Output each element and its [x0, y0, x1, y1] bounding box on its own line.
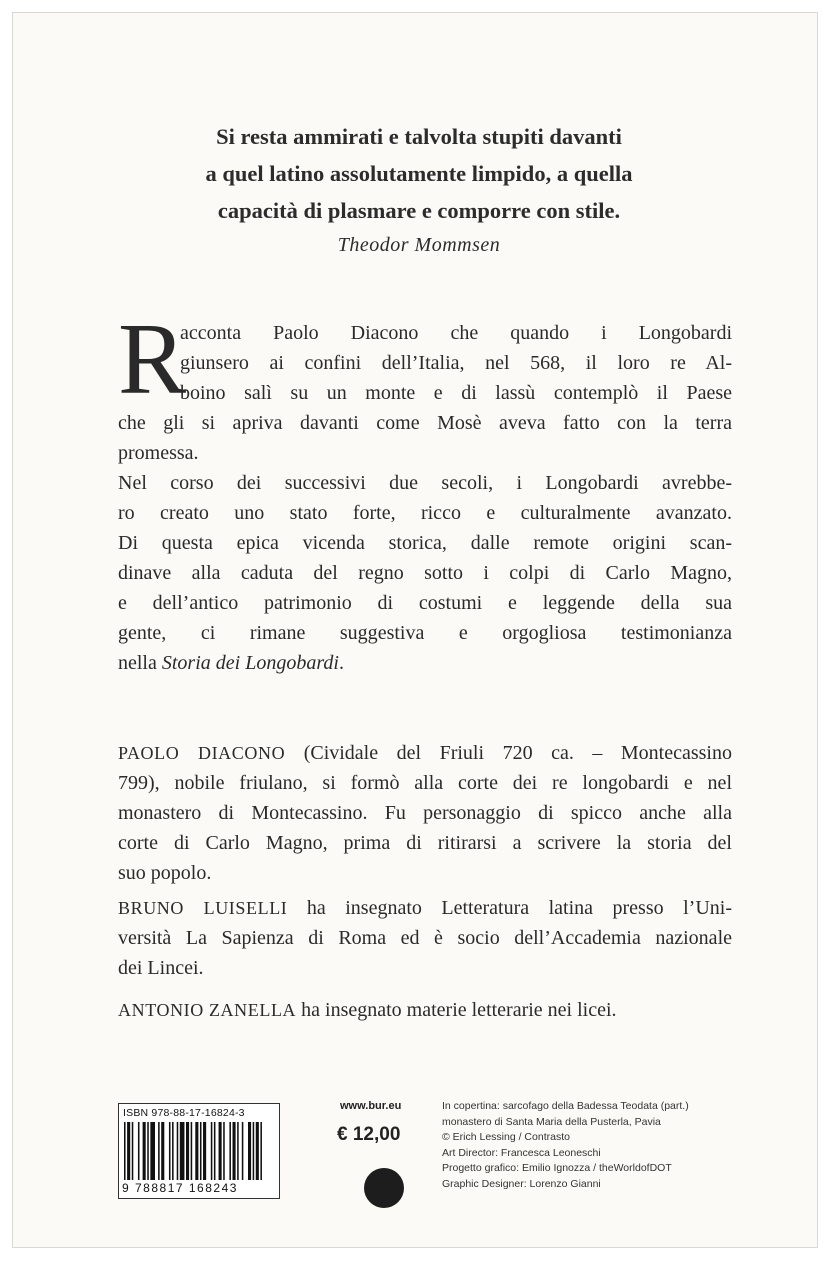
quote-line: capacità di plasmare e comporre con stile.: [217, 198, 621, 223]
bio-text: ha insegnato materie letterarie nei licei.: [296, 999, 617, 1021]
bio-line: 799), nobile friulano, si formò alla corte dei re longobardi e nel: [118, 772, 732, 794]
isbn-label: ISBN 978-88-17-16824-3: [123, 1107, 245, 1119]
quote-line: Si resta ammirati e talvolta stupiti davanti: [216, 124, 622, 149]
publisher-logo-dot: [364, 1168, 404, 1208]
price: € 12,00: [337, 1124, 401, 1145]
bio-line: [118, 995, 732, 1025]
credit-line: monastero di Santa Maria della Pusterla, Pavia: [442, 1115, 661, 1128]
barcode-bar: [127, 1122, 130, 1180]
barcode-bar: [143, 1122, 146, 1180]
barcode-bar: [248, 1122, 251, 1180]
barcode-bars: [122, 1122, 278, 1180]
publisher-website: www.bur.eu: [340, 1100, 402, 1112]
barcode-bar: [161, 1122, 164, 1180]
barcode-bar: [124, 1122, 126, 1180]
synopsis-line: Nel corso dei successivi due secoli, i Longobardi avrebbe-: [118, 472, 732, 494]
author-name: PAOLO DIACONO: [118, 743, 286, 763]
cover-credits: [442, 1099, 689, 1192]
author-name: BRUNO LUISELLI: [118, 898, 288, 918]
barcode-bar: [260, 1122, 262, 1180]
barcode-bar: [256, 1122, 259, 1180]
book-title: Storia dei Longobardi: [161, 652, 339, 674]
barcode-bar: [172, 1122, 174, 1180]
barcode-bar: [203, 1122, 206, 1180]
barcode-bar: [169, 1122, 171, 1180]
drop-cap: R: [118, 303, 187, 416]
author-name: ANTONIO ZANELLA: [118, 1000, 297, 1020]
bio-paolo-diacono: [118, 738, 732, 888]
bio-line: [118, 893, 732, 923]
quote-line: a quel latino assolutamente limpido, a quella: [205, 161, 633, 186]
barcode-bar: [158, 1122, 160, 1180]
credit-line: Graphic Designer: Lorenzo Gianni: [442, 1177, 601, 1190]
barcode-bar: [195, 1122, 198, 1180]
barcode-bar: [150, 1122, 155, 1180]
synopsis-line: promessa.: [118, 442, 199, 464]
barcode-bar: [177, 1122, 179, 1180]
bio-line: suo popolo.: [118, 862, 212, 884]
synopsis-line: boino salì su un monte e di lassù contemplò il Paese: [180, 382, 732, 404]
bio-antonio-zanella: [118, 995, 732, 1025]
barcode-bar: [229, 1122, 231, 1180]
synopsis-line: Di questa epica vicenda storica, dalle remote origini scan-: [118, 532, 732, 554]
credit-line: In copertina: sarcofago della Badessa Teodata (part.): [442, 1100, 689, 1112]
bio-line: monastero di Montecassino. Fu personaggio di spicco anche alla: [118, 802, 732, 824]
synopsis-line: ro creato uno stato forte, ricco e culturalmente avanzato.: [118, 502, 732, 524]
synopsis-line: giunsero ai confini dell’Italia, nel 568, il loro re Al-: [180, 352, 732, 374]
synopsis-line: e dell’antico patrimonio di costumi e leggende della sua: [118, 592, 732, 614]
bio-bruno-luiselli: [118, 893, 732, 983]
bio-text: ha insegnato Letteratura latina presso l’Uni-: [287, 897, 732, 919]
barcode-bar: [132, 1122, 134, 1180]
credit-line: Art Director: Francesca Leoneschi: [442, 1146, 601, 1159]
credit-line: © Erich Lessing / Contrasto: [442, 1131, 570, 1143]
synopsis-last-prefix: nella: [118, 652, 162, 674]
synopsis-line: gente, ci rimane suggestiva e orgogliosa testimonianza: [118, 622, 732, 644]
barcode-bar: [237, 1122, 239, 1180]
barcode-bar: [242, 1122, 244, 1180]
bio-line: corte di Carlo Magno, prima di ritirarsi a scrivere la storia del: [118, 832, 732, 854]
barcode-bar: [147, 1122, 149, 1180]
barcode-bar: [191, 1122, 193, 1180]
bio-text: (Cividale del Friuli 720 ca. – Montecassino: [285, 742, 732, 764]
barcode-bar: [223, 1122, 225, 1180]
barcode-bar: [233, 1122, 236, 1180]
barcode-bar: [186, 1122, 189, 1180]
synopsis-line: che gli si apriva davanti come Mosè aveva fatto con la terra: [118, 412, 732, 434]
bio-line: [118, 738, 732, 768]
synopsis: [118, 303, 732, 678]
barcode-bar: [253, 1122, 255, 1180]
epigraph-quote: [0, 118, 838, 261]
barcode-bar: [138, 1122, 140, 1180]
bio-line: dei Lincei.: [118, 957, 204, 979]
barcode-bar: [211, 1122, 213, 1180]
credit-line: Progetto grafico: Emilio Ignozza / theWorldofDOT: [442, 1162, 672, 1174]
barcode-bar: [200, 1122, 202, 1180]
ean-digits: 9 788817 168243: [122, 1181, 238, 1195]
synopsis-line: acconta Paolo Diacono che quando i Longobardi: [180, 322, 732, 344]
synopsis-last-line: [118, 648, 732, 678]
synopsis-line: dinave alla caduta del regno sotto i colpi di Carlo Magno,: [118, 562, 732, 584]
bio-line: versità La Sapienza di Roma ed è socio dell’Accademia nazionale: [118, 927, 732, 949]
quote-author: Theodor Mommsen: [337, 234, 501, 256]
isbn-barcode: [118, 1103, 280, 1199]
barcode-bar: [219, 1122, 222, 1180]
barcode-bar: [214, 1122, 216, 1180]
barcode-bar: [180, 1122, 185, 1180]
synopsis-last-suffix: .: [338, 652, 344, 674]
